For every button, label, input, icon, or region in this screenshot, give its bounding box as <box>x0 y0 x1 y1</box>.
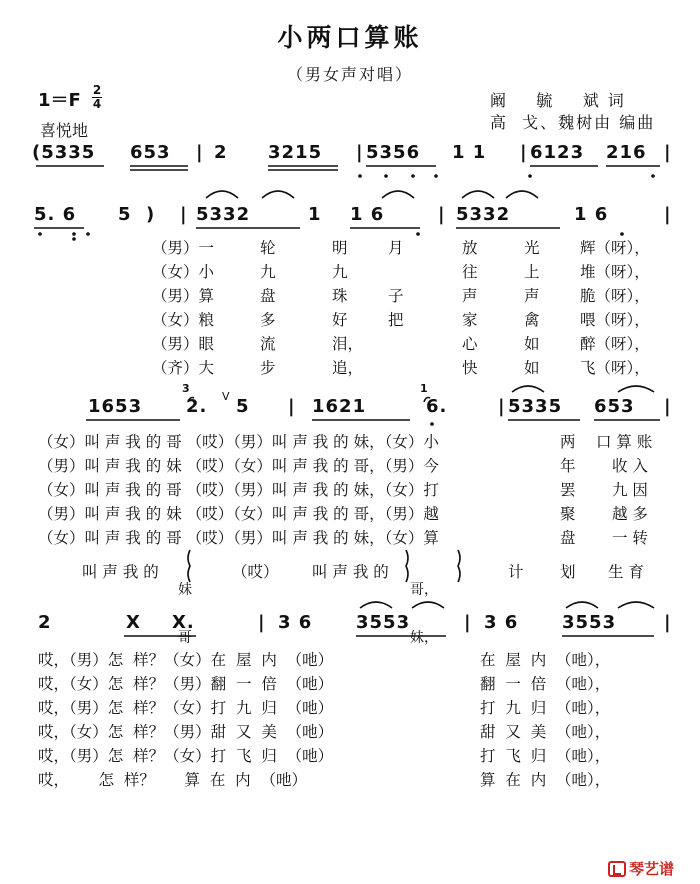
bar-line: | <box>664 612 672 633</box>
brace-word-top-2: 哥， <box>410 582 438 598</box>
lyric-text: （男）眼 <box>152 335 215 353</box>
lyric-text: 在 屋 内 （吔）， <box>480 651 611 669</box>
lyric-text: 划 <box>560 563 576 581</box>
key-signature: 1＝F <box>38 90 81 111</box>
lyric-text: （哎） <box>232 563 279 581</box>
lyric-text: 上 <box>524 263 540 281</box>
bar-line: | <box>464 612 472 633</box>
lyric-text: 罢 <box>560 481 576 499</box>
note-group: 5 <box>118 204 132 225</box>
note-group: 3553 <box>562 612 617 633</box>
lyric-text: 心 <box>462 335 478 353</box>
slur <box>360 602 392 608</box>
lyric-text: 珠 <box>332 287 348 305</box>
lyric-text: 计 <box>508 563 524 581</box>
note-group: ) <box>146 204 156 225</box>
note-group: 5356 <box>366 142 421 163</box>
lyric-text: （男）一 <box>152 239 215 257</box>
lyric-text: 声 <box>524 287 540 305</box>
lyric-text: 年 <box>560 457 576 475</box>
octave-dot <box>86 232 90 236</box>
note-group: 3553 <box>356 612 411 633</box>
lyric-text: 九 因 <box>612 481 648 499</box>
octave-dot <box>38 232 42 236</box>
lyric-text: 流 <box>260 335 276 353</box>
lyric-text: （女）叫 声 我 的 哥 （哎）（男）叫 声 我 的 妹，（女）算 <box>38 529 439 547</box>
lyric-text: 月 <box>388 239 404 257</box>
note-group: 1 6 <box>350 204 385 225</box>
note-group: 1 <box>308 204 322 225</box>
lyric-text: 如 <box>524 335 540 353</box>
lyric-text: 子 <box>388 287 404 305</box>
note-group: 2 <box>214 142 228 163</box>
bar-line: | <box>438 204 446 225</box>
lyric-text: 声 <box>462 287 478 305</box>
brace-group-1 <box>178 550 192 662</box>
lyric-text: （齐）大 <box>152 359 215 377</box>
lyric-text: 越 多 <box>612 505 648 523</box>
note-group: 6. <box>426 396 448 417</box>
note-group: 653 <box>130 142 171 163</box>
brace-group-2 <box>410 550 438 662</box>
lyric-text: 追， <box>332 359 364 377</box>
song-title: 小两口算账 <box>277 23 423 52</box>
note-group: (5335 <box>32 142 96 163</box>
note-group: 5335 <box>508 396 563 417</box>
octave-dot <box>434 174 438 178</box>
lyric-text: 口 算 账 <box>596 433 653 451</box>
lyric-text: 家 <box>462 311 478 329</box>
octave-dot <box>651 174 655 178</box>
brace-word-bottom-1: 哥 <box>178 630 192 646</box>
note-group: 5. 6 <box>34 204 77 225</box>
lyric-text: 哎，（女）怎 样？（男）翻 一 倍 （吔） <box>38 675 334 693</box>
slur <box>506 191 538 198</box>
grace-note-1: 3 <box>182 382 190 395</box>
note-group: 5 <box>236 396 250 417</box>
breath-mark: V <box>222 390 230 403</box>
lyric-text: 禽 <box>524 311 540 329</box>
note-group: 2 <box>38 612 52 633</box>
note-group: 3 6 <box>484 612 519 633</box>
lyric-text: 盘 <box>260 287 276 305</box>
note-group: 5332 <box>456 204 511 225</box>
watermark-logo <box>608 858 674 879</box>
lyric-text: 飞（呀）， <box>580 359 650 377</box>
lyric-text: 收 入 <box>612 457 648 475</box>
lyric-text: 醉（呀）， <box>580 335 650 353</box>
brace-word-bottom-2: 妹， <box>410 630 438 646</box>
lyric-text: （女）叫 声 我 的 哥 （哎）（男）叫 声 我 的 妹，（女）小 <box>38 433 439 451</box>
lyric-text: 打 飞 归 （吔）， <box>480 747 611 765</box>
lyric-text: 甜 又 美 （吔）， <box>480 723 611 741</box>
composer-credit: 高 戈、魏树由 编曲 <box>490 113 656 132</box>
lyric-text: 如 <box>524 359 540 377</box>
note-group: 1621 <box>312 396 367 417</box>
note-group: 2. <box>186 396 208 417</box>
bar-line: | <box>664 142 672 163</box>
octave-dot <box>528 174 532 178</box>
lyric-text: （女）小 <box>152 263 215 281</box>
bar-line: | <box>258 612 266 633</box>
bar-line: | <box>356 142 364 163</box>
lyric-text: （男）叫 声 我 的 妹 （哎）（女）叫 声 我 的 哥，（男）今 <box>38 457 439 475</box>
slur <box>382 191 414 198</box>
slur <box>618 602 654 608</box>
slur <box>206 191 238 198</box>
lyric-text: 哎，（男）怎 样？（女）在 屋 内 （吔） <box>38 651 334 669</box>
octave-dot <box>430 422 434 426</box>
lyric-text: 多 <box>260 311 276 329</box>
slur <box>618 386 654 392</box>
lyric-text: 步 <box>260 359 276 377</box>
lyric-text: 明 <box>332 239 348 257</box>
lyric-text: 泪， <box>332 335 364 353</box>
lyric-text: （男）算 <box>152 287 215 305</box>
note-group: 216 <box>606 142 647 163</box>
brace-word-top-1: 妹 <box>178 582 192 598</box>
lyricist-credit: 阚 毓 斌 词 <box>490 91 626 110</box>
lyric-text: 把 <box>388 311 404 329</box>
lyric-text: 轮 <box>260 239 276 257</box>
note-group: 3 6 <box>278 612 313 633</box>
bar-line: | <box>520 142 528 163</box>
octave-dot <box>72 237 76 241</box>
time-denominator: 4 <box>92 97 102 111</box>
bar-line: | <box>288 396 296 417</box>
slur <box>566 602 598 608</box>
brace <box>406 550 408 582</box>
lyric-text: 两 <box>560 433 576 451</box>
lyric-text: 翻 一 倍 （吔）， <box>480 675 611 693</box>
lyric-text: 生 育 <box>608 563 644 581</box>
bar-line: | <box>498 396 506 417</box>
lyric-text: 九 <box>332 263 348 281</box>
tempo-marking: 喜悦地 <box>40 121 89 140</box>
note-group: 5332 <box>196 204 251 225</box>
octave-dot <box>384 174 388 178</box>
lyric-text: 打 九 归 （吔）， <box>480 699 611 717</box>
lyric-text: （女）叫 声 我 的 哥 （哎）（男）叫 声 我 的 妹，（女）打 <box>38 481 439 499</box>
lyric-text: 堆（呀）， <box>580 263 650 281</box>
lyric-text: 好 <box>332 311 348 329</box>
lyric-text: 哎，（男）怎 样？（女）打 九 归 （吔） <box>38 699 334 717</box>
bar-line: | <box>180 204 188 225</box>
lyric-text: 哎，（女）怎 样？（男）甜 又 美 （吔） <box>38 723 334 741</box>
octave-dot <box>358 174 362 178</box>
time-numerator: 2 <box>92 83 102 97</box>
bar-line: | <box>196 142 204 163</box>
note-group: 1 6 <box>574 204 609 225</box>
lyric-text: （男）叫 声 我 的 妹 （哎）（女）叫 声 我 的 哥，（男）越 <box>38 505 439 523</box>
lyric-text: 聚 <box>560 505 576 523</box>
lyric-text: 喂（呀）， <box>580 311 650 329</box>
slur <box>512 386 544 392</box>
note-group: 6123 <box>530 142 585 163</box>
note-group: 653 <box>594 396 635 417</box>
lyric-text: 叫 声 我 的 <box>82 563 159 581</box>
octave-dot <box>416 232 420 236</box>
octave-dot <box>72 232 76 236</box>
note-group: 1 1 <box>452 142 487 163</box>
note-group: 1653 <box>88 396 143 417</box>
lyric-text: 往 <box>462 263 478 281</box>
lyric-text: 放 <box>462 239 478 257</box>
lyric-text: 一 转 <box>612 529 648 547</box>
bar-line: | <box>664 396 672 417</box>
lyric-text: 光 <box>524 239 540 257</box>
octave-dot <box>411 174 415 178</box>
lyric-text: 辉（呀）， <box>580 239 650 257</box>
lyric-text: 哎，（男）怎 样？（女）打 飞 归 （吔） <box>38 747 334 765</box>
logo-icon <box>608 861 626 877</box>
lyric-text: 叫 声 我 的 <box>312 563 389 581</box>
brace <box>458 550 460 582</box>
time-signature <box>92 84 102 111</box>
lyric-text: 哎， 怎 样？ 算 在 内 （吔） <box>38 771 308 789</box>
lyric-text: 快 <box>462 359 478 377</box>
lyric-text: （女）粮 <box>152 311 215 329</box>
note-group: 3215 <box>268 142 323 163</box>
watermark-text: 琴艺谱 <box>629 860 675 878</box>
slur <box>462 191 494 198</box>
lyric-text: 盘 <box>560 529 576 547</box>
note-group: X <box>126 612 141 633</box>
slur <box>262 191 294 198</box>
lyric-text: 九 <box>260 263 276 281</box>
lyric-text: 算 在 内 （吔）， <box>480 771 611 789</box>
note-group: X. <box>172 612 195 633</box>
lyric-text: 脆（呀）， <box>580 287 650 305</box>
grace-note-2: 1 <box>420 382 428 395</box>
song-subtitle: （男女声对唱） <box>286 65 413 84</box>
bar-line: | <box>664 204 672 225</box>
